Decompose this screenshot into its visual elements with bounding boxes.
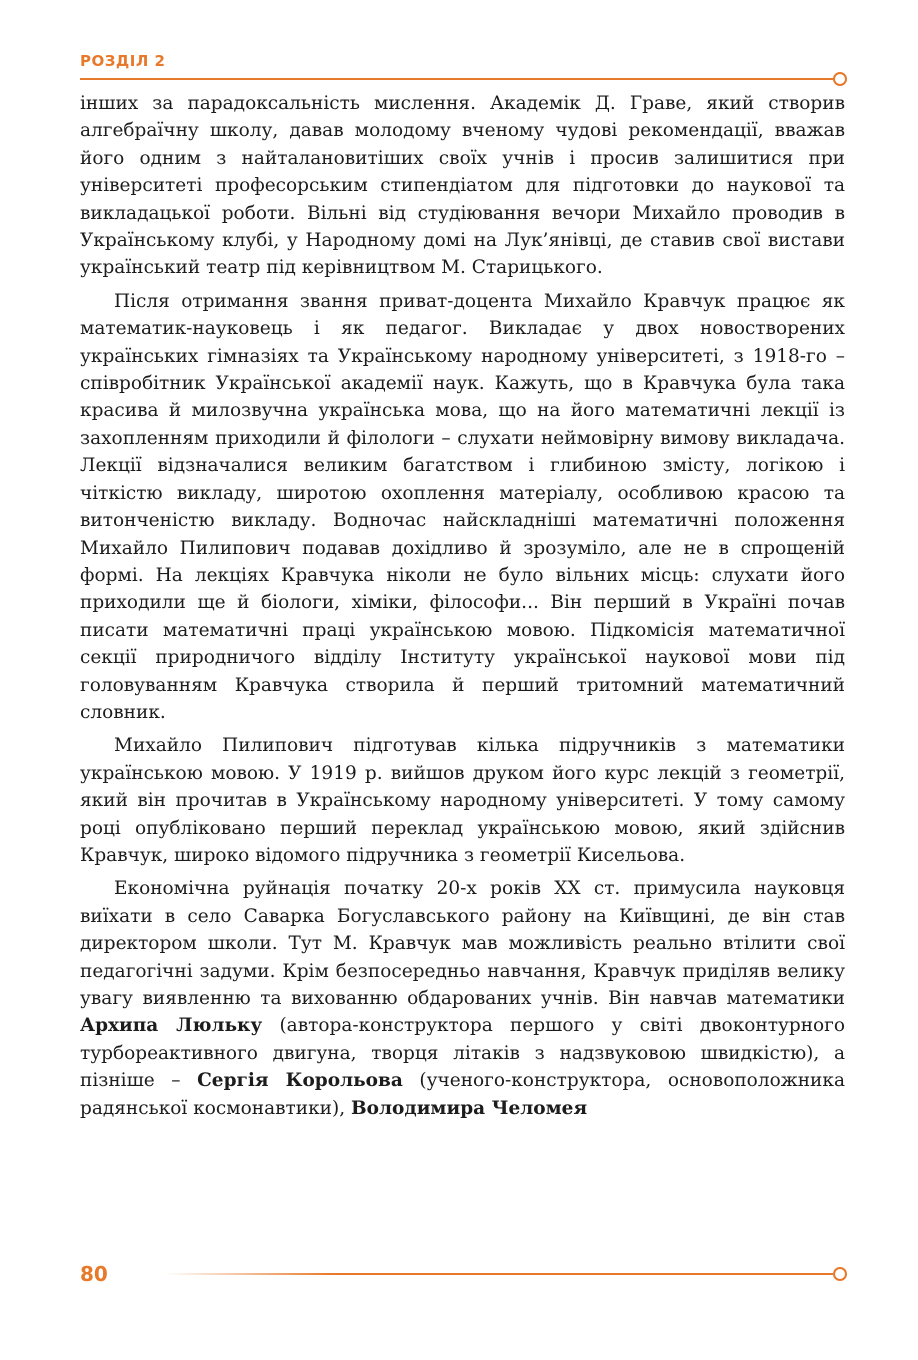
paragraph: [80, 875, 845, 1122]
paragraph: [80, 288, 845, 727]
person-name-lyulka: Архипа Люльку: [80, 1015, 263, 1037]
person-name-korolyov: Сергія Корольова: [197, 1070, 403, 1092]
paragraph: [80, 732, 845, 869]
footer-rule-circle: [833, 1267, 847, 1281]
body-text: [80, 90, 845, 1128]
header-rule-circle: [833, 72, 847, 86]
paragraph-text: Після отримання звання приват-доцента Михайло Кравчук працює як математик-науковець і як педагог. Викладає у двох новостворених українських гімназіях та Українському народному університеті, з 1918-го – співробітник Української академії наук. Кажуть, що в Кравчука була така красива й милозвучна українська мова, що на його математичні лекції із захопленням приходили й філологи – слухати неймовірну вимову викладача. Лекції відзначалися великим багатством і глибиною змісту, логікою і чіткістю викладу, широтою охоплення матеріалу, особливою красою та витонченістю викладу. Водночас найскладніші математичні положення Михайло Пилипович подавав дохідливо й зрозуміло, але не в спрощеній формі. На лекціях Кравчука ніколи не було вільних місць: слухати його приходили ще й біологи, хіміки, філософи... Він перший в Україні почав писати математичні праці українською мовою. Підкомісія математичної секції природничого відділу Інституту української наукової мови під головуванням Кравчука створила й перший тритомний математичний словник.: [80, 290, 845, 723]
paragraph-text: Економічна руйнація початку 20-х років XX ст. примусила науковця виїхати в село Саварка Богуславського району на Київщині, де він став директором школи. Тут М. Кравчук мав можливість реально втілити свої педагогічні задуми. Крім безпосередньо навчання, Кравчук приділяв велику увагу виявленню та вихованню обдарованих учнів. Він навчав математики: [80, 878, 845, 1009]
paragraph-text: (ученого-конструктора, основоположника радянської космонавтики),: [80, 1070, 845, 1119]
section-label: РОЗДІЛ 2: [80, 52, 166, 70]
page-number: 80: [80, 1262, 108, 1286]
paragraph: [80, 90, 845, 282]
paragraph-text: Михайло Пилипович підготував кілька підручників з математики українською мовою. У 1919 р. вийшов друком його курс лекцій з геометрії, який він прочитав в Українському народному університеті. У тому самому році опубліковано перший переклад українською мовою, який здійснив Кравчук, широко відомого підручника з геометрії Кисельова.: [80, 735, 845, 866]
header-rule: [80, 78, 833, 80]
person-name-chelomey: Володимира Челомея: [351, 1097, 588, 1119]
paragraph-text: (автора-конструктора першого у світі двоконтурного турбореактивного двигуна, творця літаків з надзвуковою швидкістю), а пізніше –: [80, 1015, 845, 1092]
paragraph-text: інших за парадоксальність мислення. Академік Д. Граве, який створив алгебраїчну школу, давав молодому вченому чудові рекомендації, вважав його одним з найталановитіших своїх учнів і просив залишитися при університеті професорським стипендіатом для підготовки до наукової та викладацької роботи. Вільні від студіювання вечори Михайло проводив в Українському клубі, у Народному домі на Лук’янівці, де ставив свої вистави український театр під керівництвом М. Старицького.: [80, 93, 845, 279]
footer-rule: [165, 1273, 833, 1275]
